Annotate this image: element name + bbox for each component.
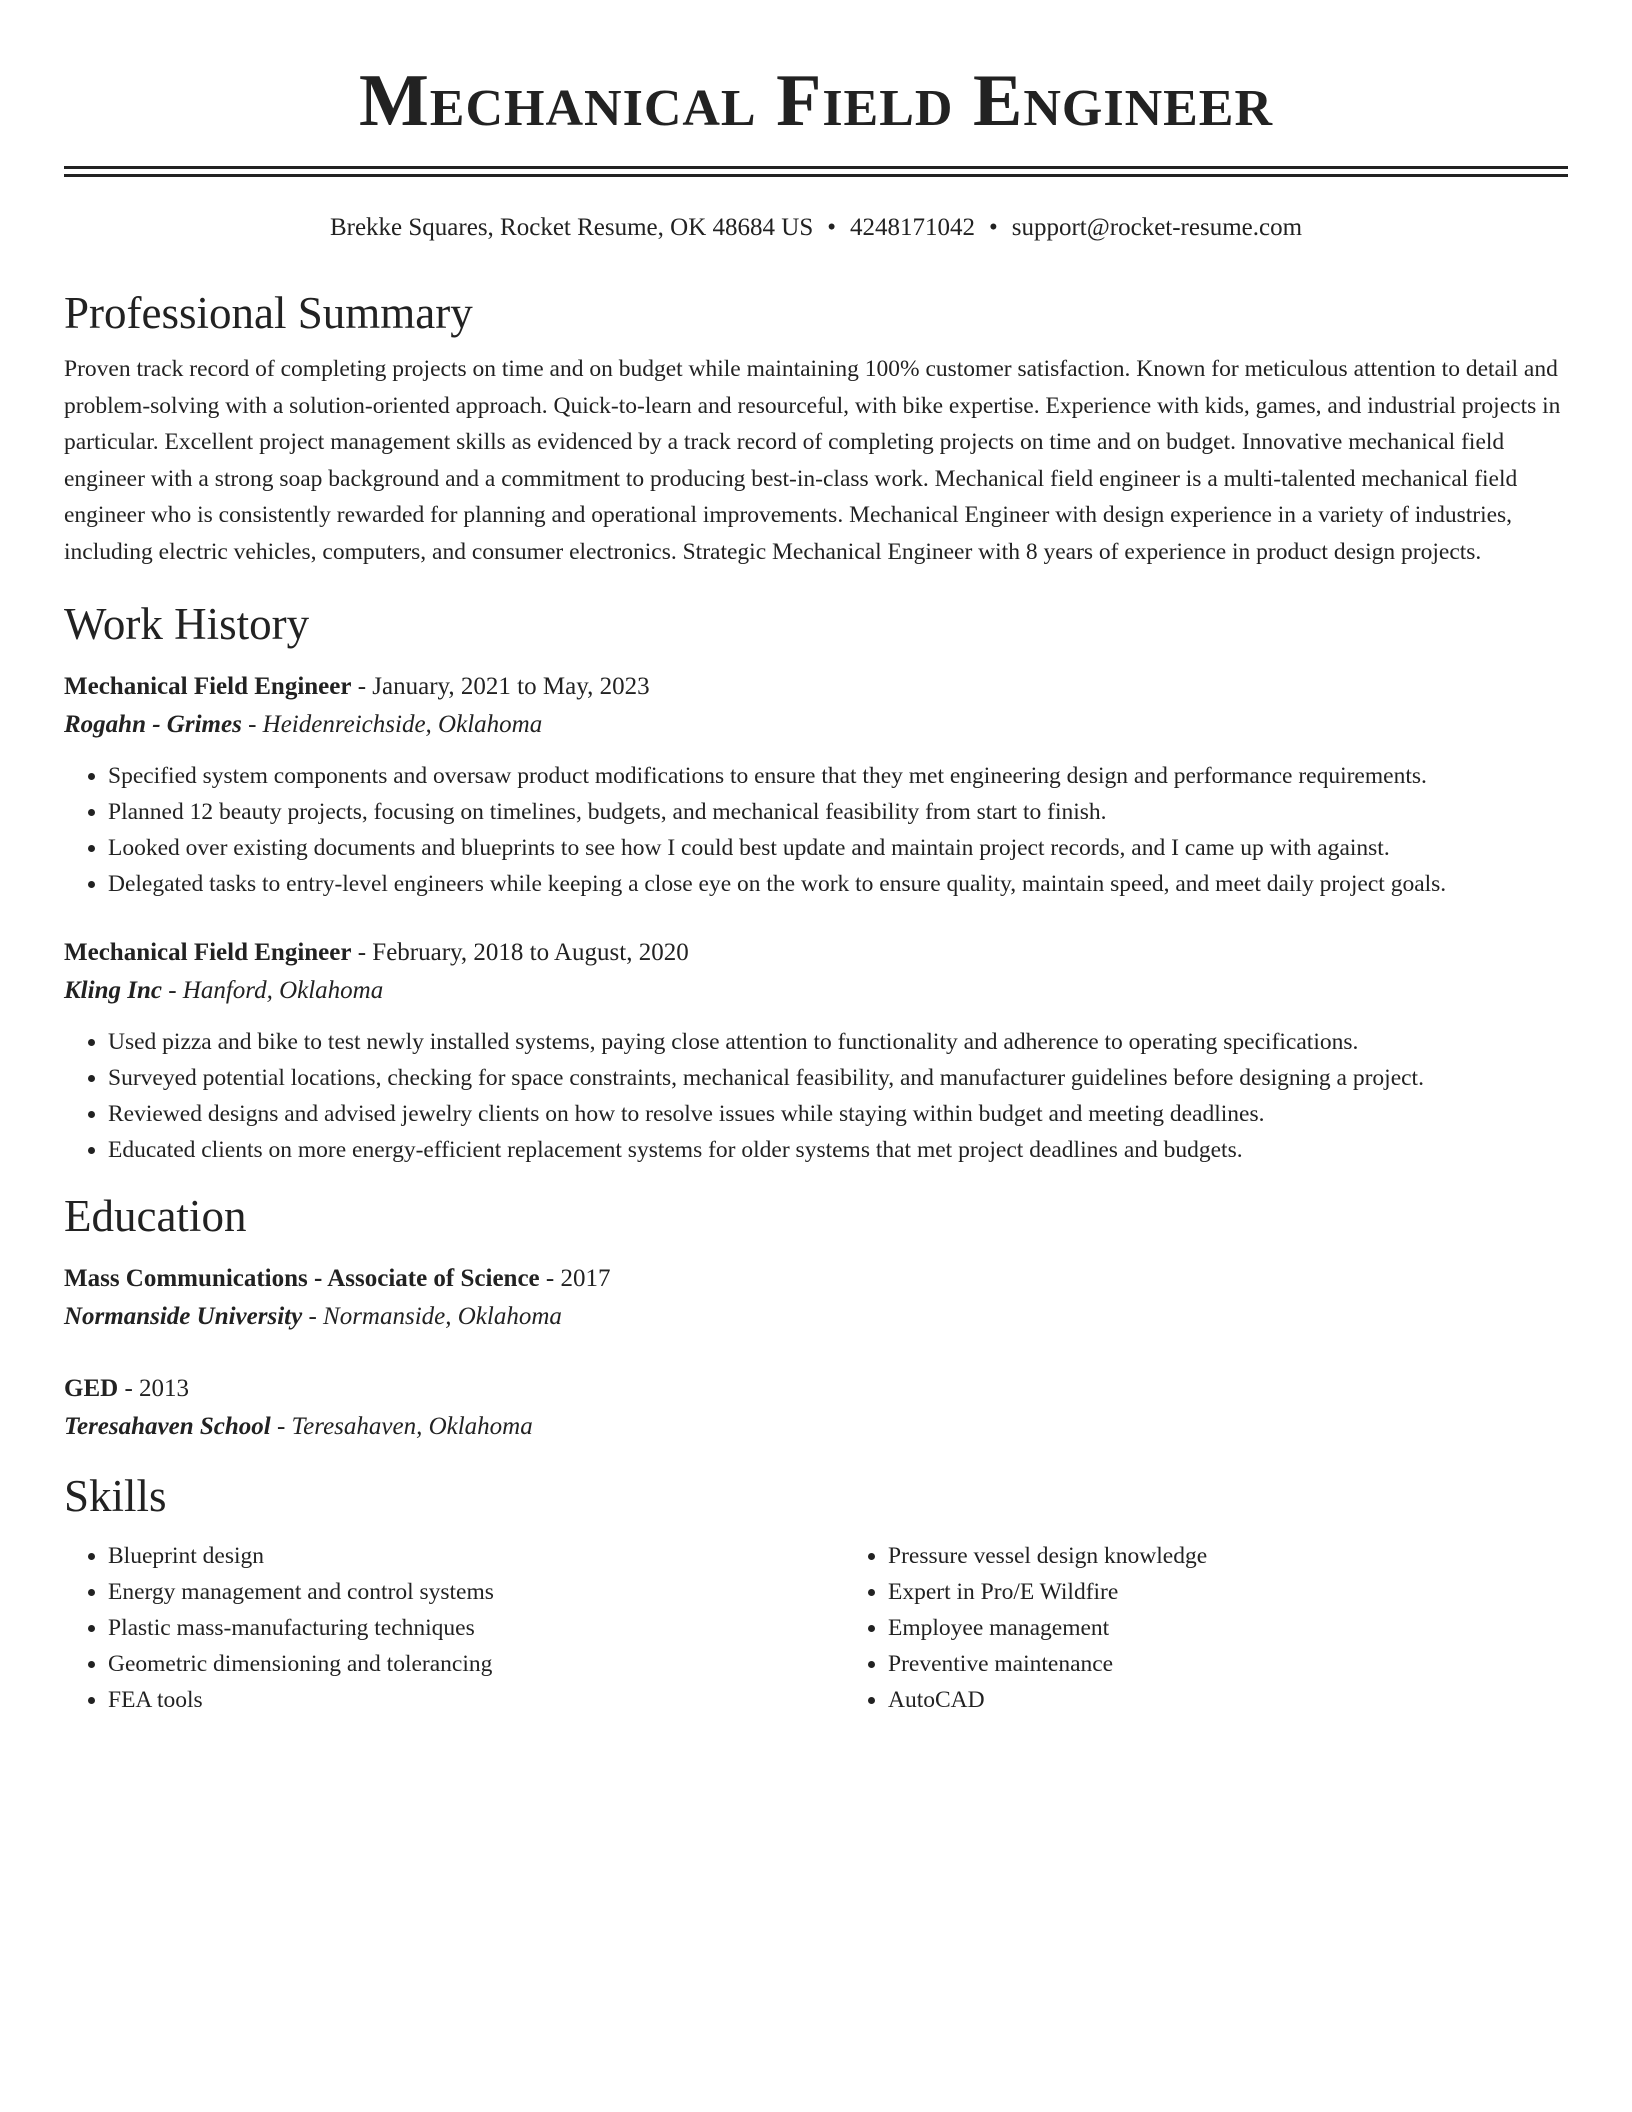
job-entry [64, 934, 1568, 1168]
job-duty: • Delegated tasks to entry-level engineers while keeping a close eye on the work to ensure quality, maintain speed, and meet daily project goals. [108, 866, 1568, 902]
education-entry [64, 1260, 1568, 1336]
skill-item: • Expert in Pro/E Wildfire [888, 1574, 1568, 1610]
skill-item: • Energy management and control systems [108, 1574, 788, 1610]
job-company: Rogahn - Grimes [64, 711, 242, 738]
section-heading-work-history: Work History [64, 599, 310, 649]
education-year: - 2017 [539, 1265, 611, 1292]
contact-separator: • [988, 214, 998, 241]
header-divider-bottom [64, 174, 1568, 177]
job-duty: • Used pizza and bike to test newly installed systems, paying close attention to functionality and adherence to operating specifications. [108, 1024, 1568, 1060]
education-location: - Normanside, Oklahoma [302, 1303, 562, 1330]
job-company: Kling Inc [64, 977, 162, 1004]
job-location: - Heidenreichside, Oklahoma [241, 711, 543, 738]
job-company-line [64, 706, 1568, 744]
job-duty: • Planned 12 beauty projects, focusing on timelines, budgets, and mechanical feasibility from start to finish. [108, 794, 1568, 830]
job-duty: • Surveyed potential locations, checking for space constraints, mechanical feasibility, and manufacturer guidelines before designing a project. [108, 1060, 1568, 1096]
skill-item: • Employee management [888, 1610, 1568, 1646]
contact-email: support@rocket-resume.com [1011, 214, 1303, 241]
contact-phone: 4248171042 [849, 214, 975, 241]
skill-item: • Plastic mass-manufacturing techniques [108, 1610, 788, 1646]
job-duties-list [64, 1024, 1568, 1168]
job-duties-list [64, 758, 1568, 902]
job-duty: • Looked over existing documents and blueprints to see how I could best update and maintain project records, and I came up with against. [108, 830, 1568, 866]
job-location: - Hanford, Oklahoma [161, 977, 384, 1004]
job-dates: - February, 2018 to August, 2020 [351, 939, 689, 966]
job-duty: • Educated clients on more energy-efficient replacement systems for older systems that met project deadlines and budgets. [108, 1132, 1568, 1168]
skills-grid [64, 1538, 1568, 1718]
skill-item: • Preventive maintenance [888, 1646, 1568, 1682]
education-location: - Teresahaven, Oklahoma [270, 1413, 533, 1440]
job-title: Mechanical Field Engineer [64, 939, 352, 966]
job-company-line [64, 972, 1568, 1010]
job-title: Mechanical Field Engineer [64, 673, 352, 700]
education-school-line [64, 1408, 1568, 1446]
education-degree-line [64, 1260, 1568, 1298]
skill-item: • Pressure vessel design knowledge [888, 1538, 1568, 1574]
education-degree: Mass Communications - Associate of Science [64, 1265, 540, 1292]
skills-list-right [788, 1538, 1568, 1718]
job-duty: • Reviewed designs and advised jewelry clients on how to resolve issues while staying within budget and meeting deadlines. [108, 1096, 1568, 1132]
header-divider-top [64, 166, 1568, 169]
skill-item: • FEA tools [108, 1682, 788, 1718]
resume-page [64, 0, 1568, 1718]
contact-separator: • [827, 214, 836, 241]
education-school-line [64, 1298, 1568, 1336]
contact-address: Brekke Squares, Rocket Resume, OK 48684 US [329, 214, 814, 241]
section-heading-education: Education [64, 1191, 247, 1241]
education-year: - 2013 [118, 1375, 190, 1402]
skill-item: • AutoCAD [888, 1682, 1568, 1718]
skills-list-left [64, 1538, 788, 1718]
job-entry [64, 668, 1568, 902]
candidate-name: Mechanical Field Engineer [358, 60, 1274, 142]
job-dates: - January, 2021 to May, 2023 [351, 673, 650, 700]
skill-item: • Geometric dimensioning and tolerancing [108, 1646, 788, 1682]
education-entry [64, 1370, 1568, 1446]
job-title-line [64, 668, 1568, 706]
skill-item: • Blueprint design [108, 1538, 788, 1574]
education-degree: GED [64, 1375, 119, 1402]
education-degree-line [64, 1370, 1568, 1408]
education-school: Teresahaven School [64, 1413, 271, 1440]
job-duty: • Specified system components and oversaw product modifications to ensure that they met engineering design and performance requirements. [108, 758, 1568, 794]
section-heading-summary: Professional Summary [64, 288, 473, 338]
summary-text: Proven track record of completing projects on time and on budget while maintaining 100% customer satisfaction. Known for meticulous attention to detail and problem-solving with a solution-oriented approach. Quick-to-learn and resourceful, with bike expertise. Experience with kids, games, and industrial projects in particular. Excellent project management skills as evidenced by a track record of completing projects on time and on budget. Innovative mechanical field engineer with a strong soap background and a commitment to producing best-in-class work. Mechanical field engineer is a multi-talented mechanical field engineer who is consistently rewarded for planning and operational improvements. Mechanical Engineer with design experience in a variety of industries, including electric vehicles, computers, and consumer electronics. Strategic Mechanical Engineer with 8 years of experience in product design projects. [64, 356, 1561, 565]
education-school: Normanside University [64, 1303, 303, 1330]
section-heading-skills: Skills [64, 1471, 167, 1521]
job-title-line [64, 934, 1568, 972]
contact-line [64, 211, 1568, 245]
